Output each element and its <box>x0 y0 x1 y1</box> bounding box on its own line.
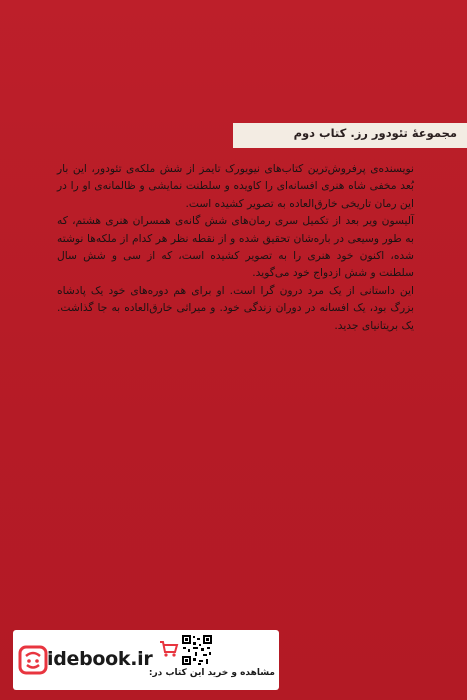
idebook-logo-icon <box>17 644 49 676</box>
store-logo-text: idebook.ir <box>47 648 153 670</box>
blurb-paragraph: نویسنده‌ی پرفروش‌ترین کتاب‌های نیویورک تایمز از شش ملکه‌ی تئودور، این بار بُعد مخفی شاه هنری افسانه‌ای را کاویده و سلطنت نمایشی و ظالمانه‌ی او را در این رمان تاریخی خارق‌العاده به تصویر کشیده است. <box>57 162 414 210</box>
store-badge[interactable] <box>13 630 279 690</box>
blurb-paragraph: آلیسون ویر بعد از تکمیل سری رمان‌های شش گانه‌ی همسران هنری هشتم، که به طور وسیعی در باره‌شان تحقیق شده و از نقطه نظر هر کدام از ملکه‌ها نوشته شده، اکنون خود هنری را به تصویر کشیده است، که از سی و شش سال سلطنت و شش ازدواج خود می‌گوید. <box>57 214 414 280</box>
store-badge-label: مشاهده و خرید این کتاب در: <box>148 668 275 678</box>
series-banner <box>233 123 467 148</box>
cart-icon <box>159 640 179 658</box>
store-logo[interactable] <box>17 640 153 682</box>
blurb-paragraph: این داستانی از یک مرد درون گرا است. او برای هم دوره‌های خود یک پادشاه بزرگ بود، یک افسانه در دوران زندگی خود. و میراثی خارق‌العاده به جا گذاشت. یک بریتانیای جدید. <box>57 283 414 332</box>
blurb <box>57 160 414 334</box>
series-title: مجموعهٔ تئودور رز. کتاب دوم <box>293 126 457 140</box>
qr-code-icon[interactable] <box>181 634 213 666</box>
